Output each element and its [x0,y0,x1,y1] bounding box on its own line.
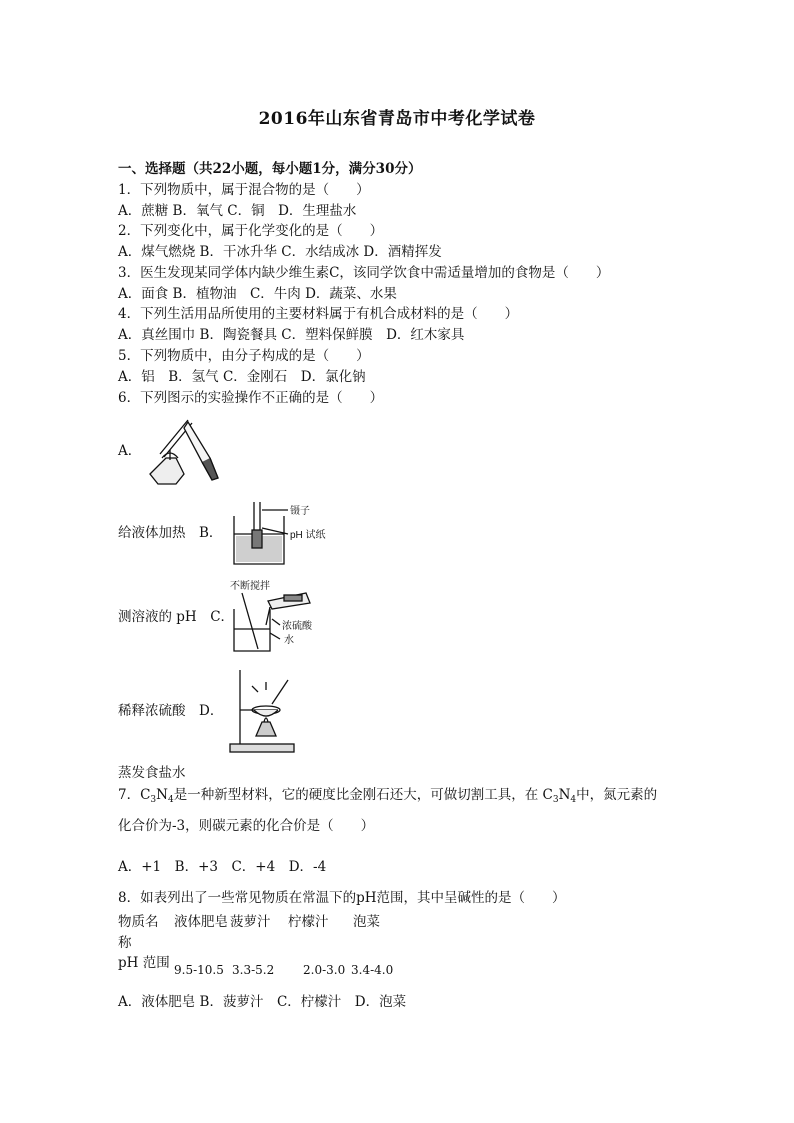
q6-label-b-text: 测溶液的 pH [118,609,197,625]
table-substance-4: 泡菜 [353,914,380,930]
q7-n2: N [558,787,571,803]
q7-text1: 是一种新型材料，它的硬度比金刚石还大，可做切割工具，在 C [173,787,553,803]
q3-options: A．面食 B．植物油 C．牛肉 D．蔬菜、水果 [118,286,397,302]
table-ph-3: 2.0-3.0 [303,963,346,977]
section-heading: 一、选择题（共22小题，每小题1分，满分30分） [118,161,422,177]
stir-label: 不断搅拌 [230,581,270,592]
q6-option-c-letter: C． [210,609,235,625]
q7-options: A．+1 B．+3 C．+4 D．-4 [118,859,327,875]
q2-options: A．煤气燃烧 B．干冰升华 C．水结成冰 D．酒精挥发 [118,244,442,260]
dilute-acid-figure [228,579,328,657]
q8-stem: 8．如表列出了一些常见物质在常温下的pH范围，其中呈碱性的是（ ） [118,890,566,906]
q7-line2: 化合价为-3，则碳元素的化合价是（ ） [118,818,375,834]
q1-stem: 1．下列物质中，属于混合物的是（ ） [118,182,370,198]
table-substance-2: 菠萝汁 [230,914,271,930]
q4-options: A．真丝围巾 B．陶瓷餐具 C．塑料保鲜膜 D．红木家具 [118,327,465,343]
table-ph-4: 3.4-4.0 [351,963,394,977]
evaporation-figure [226,666,316,756]
q7-sub2: 4 [167,795,174,805]
water-label: 水 [284,635,294,646]
q7-sub4: 4 [570,795,577,805]
q5-options: A．铝 B．氢气 C．金刚石 D．氯化钠 [118,369,366,385]
q7-n1: N [156,787,168,803]
q3-stem: 3．医生发现某同学体内缺少维生素C，该同学饮食中需适量增加的食物是（ ） [118,265,610,281]
q6-label-a [118,524,222,542]
q7-num: 7．C [118,787,151,803]
ph-test-figure [228,500,328,570]
q6-label-b [118,608,234,626]
table-ph-label: pH 范围 [118,955,170,971]
q6-label-c-text: 稀释浓硫酸 [118,703,186,719]
page-title: 2016年山东省青岛市中考化学试卷 [258,109,536,129]
ph-table [118,910,418,990]
q6-option-b-letter: B． [199,525,223,541]
tweezers-label: 镊子 [290,506,310,517]
q6-label-c [118,702,223,720]
table-ph-2: 3.3-5.2 [232,963,275,977]
q7-sub1: 3 [150,795,157,805]
q2-stem: 2．下列变化中，属于化学变化的是（ ） [118,223,384,239]
q7-sub3: 3 [552,795,559,805]
q6-option-d-letter: D． [199,703,224,719]
q5-stem: 5．下列物质中，由分子构成的是（ ） [118,348,370,364]
table-substance-1: 液体肥皂 [174,914,228,930]
q6-option-a-letter: A． [118,443,142,459]
q7-stem [118,786,657,804]
q1-options: A．蔗糖 B．氧气 C．铜 D．生理盐水 [118,203,357,219]
q7-text2: 中，氮元素的 [576,787,658,803]
ph-paper-label: pH 试纸 [290,530,326,541]
table-substance-3: 柠檬汁 [288,914,329,930]
q6-label-a-text: 给液体加热 [118,525,186,541]
q4-stem: 4．下列生活用品所使用的主要材料属于有机合成材料的是（ ） [118,306,519,322]
heating-liquid-figure [140,414,230,492]
q6-stem: 6．下列图示的实验操作不正确的是（ ） [118,390,384,406]
table-header-label-cont: 称 [118,935,132,951]
q8-options: A．液体肥皂 B．菠萝汁 C．柠檬汁 D．泡菜 [118,994,407,1010]
table-header-label: 物质名 [118,914,159,930]
acid-label: 浓硫酸 [282,621,312,632]
q6-label-d: 蒸发食盐水 [118,765,186,781]
table-ph-1: 9.5-10.5 [174,963,224,977]
